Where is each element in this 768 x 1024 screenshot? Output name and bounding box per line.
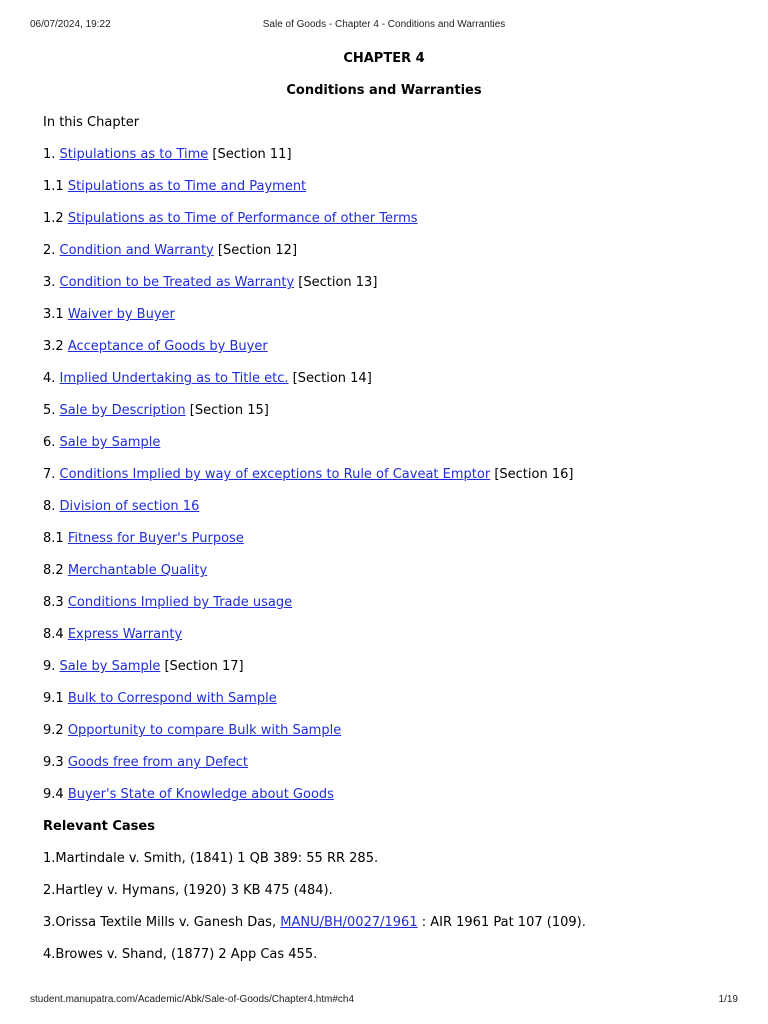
toc-item	[43, 402, 725, 420]
toc-item-link[interactable]: Acceptance of Goods by Buyer	[67, 339, 268, 354]
relevant-cases-list	[43, 850, 725, 964]
toc-item-link[interactable]: Merchantable Quality	[67, 563, 208, 578]
toc-item-link[interactable]: Condition to be Treated as Warranty	[59, 275, 295, 290]
toc-item-number: 3.2	[43, 339, 68, 354]
toc-item-number: 8.	[43, 499, 60, 514]
toc-item-link[interactable]: Sale by Sample	[59, 659, 161, 674]
case-citation: 4.Browes v. Shand, (1877) 2 App Cas 455.	[43, 947, 318, 962]
print-footer	[30, 994, 738, 1008]
toc-item-link[interactable]: Sale by Sample	[59, 435, 161, 450]
toc-item	[43, 530, 725, 548]
toc-item-link[interactable]: Opportunity to compare Bulk with Sample	[67, 723, 342, 738]
toc-item-section-ref: [Section 12]	[213, 243, 298, 258]
case-citation: 1.Martindale v. Smith, (1841) 1 QB 389: 55 RR 285.	[43, 851, 379, 866]
toc-item-number: 1.	[43, 147, 60, 162]
toc-item	[43, 498, 725, 516]
toc-item-link[interactable]: Waiver by Buyer	[67, 307, 175, 322]
case-citation: 3.Orissa Textile Mills v. Ganesh Das,	[43, 915, 281, 930]
relevant-cases-heading: Relevant Cases	[43, 819, 155, 834]
toc-item-number: 3.1	[43, 307, 68, 322]
toc-item-link[interactable]: Goods free from any Defect	[67, 755, 248, 770]
toc-item-number: 9.2	[43, 723, 68, 738]
toc-item-link[interactable]: Implied Undertaking as to Title etc.	[59, 371, 289, 386]
toc-item-link[interactable]: Buyer's State of Knowledge about Goods	[67, 787, 334, 802]
toc-item-section-ref: [Section 15]	[185, 403, 269, 418]
case-item	[43, 946, 725, 964]
case-item	[43, 850, 725, 868]
toc-item	[43, 274, 725, 292]
toc-item-number: 3.	[43, 275, 60, 290]
toc-item	[43, 466, 725, 484]
toc-item-link[interactable]: Condition and Warranty	[59, 243, 214, 258]
toc-item-link[interactable]: Stipulations as to Time	[59, 147, 209, 162]
toc-item-number: 8.4	[43, 627, 68, 642]
toc-item	[43, 434, 725, 452]
toc-item-number: 2.	[43, 243, 60, 258]
toc-item	[43, 594, 725, 612]
case-citation-suffix: : AIR 1961 Pat 107 (109).	[417, 915, 586, 930]
toc-item	[43, 146, 725, 164]
toc-item	[43, 338, 725, 356]
page-content	[43, 50, 725, 978]
toc-item-link[interactable]: Express Warranty	[67, 627, 183, 642]
toc-item	[43, 210, 725, 228]
toc-item	[43, 306, 725, 324]
toc-item-number: 9.4	[43, 787, 68, 802]
toc-item-section-ref: [Section 16]	[490, 467, 574, 482]
toc-item-link[interactable]: Fitness for Buyer's Purpose	[67, 531, 244, 546]
toc-item-link[interactable]: Sale by Description	[59, 403, 186, 418]
toc-item	[43, 626, 725, 644]
toc-item	[43, 178, 725, 196]
print-url: student.manupatra.com/Academic/Abk/Sale-of-Goods/Chapter4.htm#ch4	[30, 994, 355, 1005]
toc-item	[43, 786, 725, 804]
toc-item-number: 8.2	[43, 563, 68, 578]
toc-item-number: 5.	[43, 403, 60, 418]
chapter-heading: CHAPTER 4	[343, 51, 425, 66]
print-datetime: 06/07/2024, 19:22	[30, 19, 111, 30]
toc-item-number: 1.1	[43, 179, 68, 194]
toc-item	[43, 690, 725, 708]
toc-item	[43, 562, 725, 580]
page-number: 1/19	[718, 994, 738, 1005]
toc-item	[43, 722, 725, 740]
toc-item	[43, 754, 725, 772]
toc-item-number: 8.3	[43, 595, 68, 610]
chapter-title: Conditions and Warranties	[286, 83, 482, 98]
toc-item-section-ref: [Section 11]	[208, 147, 292, 162]
toc-item-link[interactable]: Bulk to Correspond with Sample	[67, 691, 277, 706]
toc-item-number: 7.	[43, 467, 60, 482]
toc-item-link[interactable]: Conditions Implied by Trade usage	[67, 595, 293, 610]
toc-item-number: 6.	[43, 435, 60, 450]
toc-item	[43, 658, 725, 676]
toc-item-number: 4.	[43, 371, 60, 386]
toc-intro: In this Chapter	[43, 115, 140, 130]
toc-item-number: 9.1	[43, 691, 68, 706]
toc-item-number: 9.3	[43, 755, 68, 770]
print-header	[30, 19, 738, 33]
toc-item-number: 1.2	[43, 211, 68, 226]
case-citation: 2.Hartley v. Hymans, (1920) 3 KB 475 (484).	[43, 883, 333, 898]
toc-item-link[interactable]: Stipulations as to Time and Payment	[67, 179, 307, 194]
toc-item-link[interactable]: Division of section 16	[59, 499, 200, 514]
toc-item	[43, 242, 725, 260]
toc-item-section-ref: [Section 13]	[294, 275, 378, 290]
toc-item-section-ref: [Section 14]	[288, 371, 372, 386]
toc-item	[43, 370, 725, 388]
case-citation-link[interactable]: MANU/BH/0027/1961	[280, 915, 418, 930]
toc-item-link[interactable]: Conditions Implied by way of exceptions to Rule of Caveat Emptor	[59, 467, 491, 482]
table-of-contents	[43, 146, 725, 804]
case-item	[43, 914, 725, 932]
toc-item-section-ref: [Section 17]	[160, 659, 244, 674]
case-item	[43, 882, 725, 900]
print-document-title: Sale of Goods - Chapter 4 - Conditions and Warranties	[262, 19, 506, 30]
toc-item-link[interactable]: Stipulations as to Time of Performance of other Terms	[67, 211, 418, 226]
toc-item-number: 8.1	[43, 531, 68, 546]
toc-item-number: 9.	[43, 659, 60, 674]
